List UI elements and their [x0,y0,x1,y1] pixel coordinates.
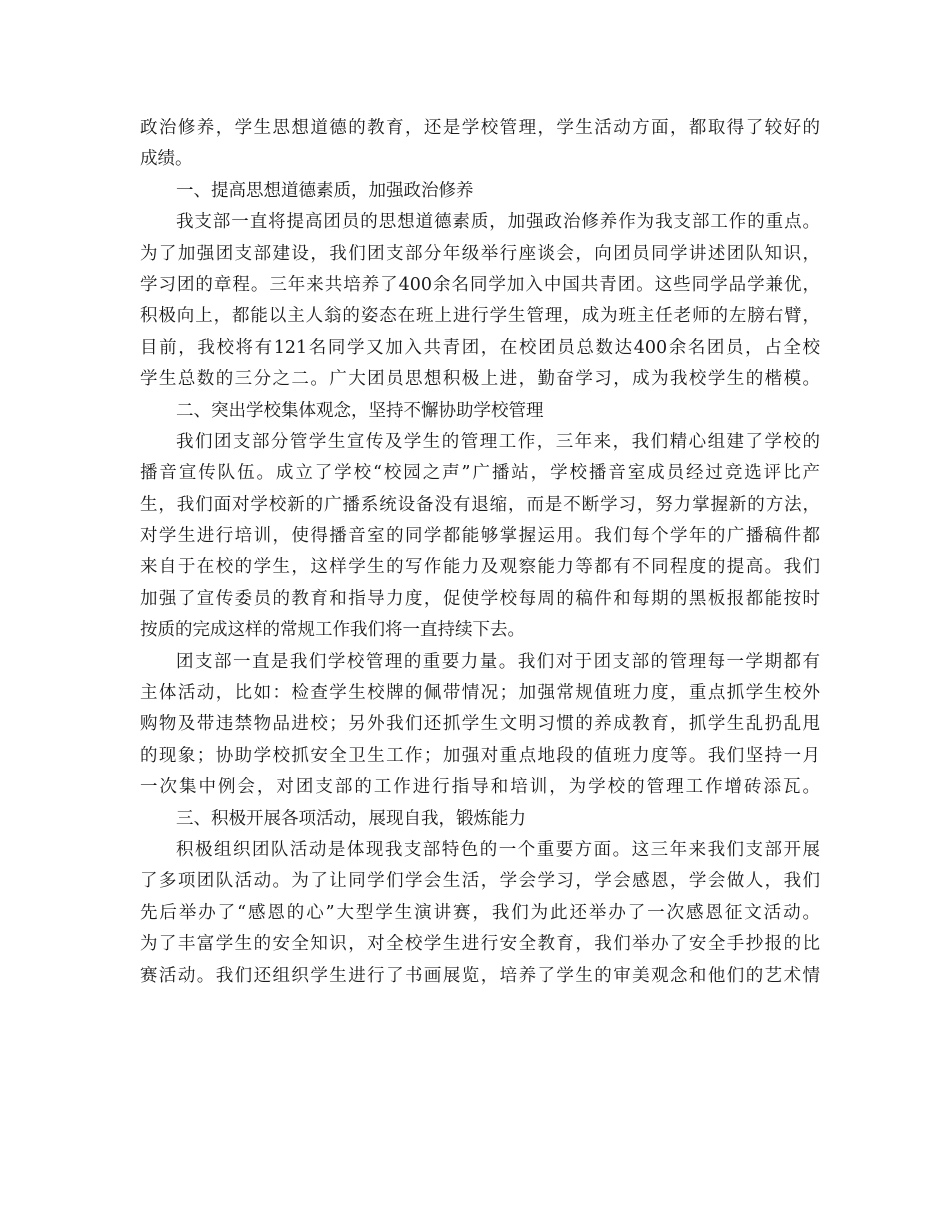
text-line: 一次集中例会，对团支部的工作进行指导和培训，为学校的管理工作增砖添瓦。 [140,777,820,798]
paragraph-first-line: 我支部一直将提高团员的思想道德素质，加强政治修养作为我支部工作的重点。 [176,212,820,233]
text-line: 按质的完成这样的常规工作我们将一直持续下去。 [140,620,525,641]
text-line: 的现象；协助学校抓安全卫生工作；加强对重点地段的值班力度等。我们坚持一月 [140,745,820,766]
text-line: 生，我们面对学校新的广播系统设备没有退缩，而是不断学习，努力掌握新的方法， [140,494,820,515]
text-line: 来自于在校的学生，这样学生的写作能力及观察能力等都有不同程度的提高。我们 [140,557,820,578]
text-line: 播音宣传队伍。成立了学校“校园之声”广播站，学校播音室成员经过竞选评比产 [140,463,820,484]
paragraph-first-line: 积极组织团队活动是体现我支部特色的一个重要方面。这三年来我们支部开展 [176,839,820,860]
paragraph-first-line: 三、积极开展各项活动，展现自我，锻炼能力 [176,808,526,829]
text-line: 先后举办了“感恩的心”大型学生演讲赛，我们为此还举办了一次感恩征文活动。 [140,902,820,923]
text-line: 学生总数的三分之二。广大团员思想积极上进，勤奋学习，成为我校学生的楷模。 [140,369,820,390]
text-line: 了多项团队活动。为了让同学们学会生活，学会学习，学会感恩，学会做人，我们 [140,871,820,892]
text-line: 政治修养，学生思想道德的教育，还是学校管理，学生活动方面，都取得了较好的 [140,118,820,138]
text-line: 目前，我校将有121名同学又加入共青团，在校团员总数达400余名团员，占全校 [140,337,820,358]
text-line: 为了丰富学生的安全知识，对全校学生进行安全教育，我们举办了安全手抄报的比 [140,934,820,955]
document-body [140,113,820,992]
text-line: 为了加强团支部建设，我们团支部分年级举行座谈会，向团员同学讲述团队知识， [140,243,820,264]
text-line: 主体活动，比如：检查学生校牌的佩带情况；加强常规值班力度，重点抓学生校外 [140,683,820,704]
paragraph-first-line: 我们团支部分管学生宣传及学生的管理工作，三年来，我们精心组建了学校的 [176,431,820,452]
paragraph-first-line: 团支部一直是我们学校管理的重要力量。我们对于团支部的管理每一学期都有 [176,651,820,672]
paragraph-first-line: 二、突出学校集体观念，坚持不懈协助学校管理 [176,400,544,421]
paragraph-first-line: 一、提高思想道德素质，加强政治修养 [176,180,474,201]
text-line: 购物及带违禁物品进校；另外我们还抓学生文明习惯的养成教育，抓学生乱扔乱甩 [140,714,820,735]
text-line: 赛活动。我们还组织学生进行了书画展览，培养了学生的审美观念和他们的艺术情 [140,965,820,986]
text-line: 对学生进行培训，使得播音室的同学都能够掌握运用。我们每个学年的广播稿件都 [140,526,820,547]
text-line: 成绩。 [140,149,193,170]
text-line: 学习团的章程。三年来共培养了400余名同学加入中国共青团。这些同学品学兼优， [140,274,820,295]
text-line: 积极向上，都能以主人翁的姿态在班上进行学生管理，成为班主任老师的左膀右臂， [140,306,820,327]
text-line: 加强了宣传委员的教育和指导力度，促使学校每周的稿件和每期的黑板报都能按时 [140,588,820,609]
